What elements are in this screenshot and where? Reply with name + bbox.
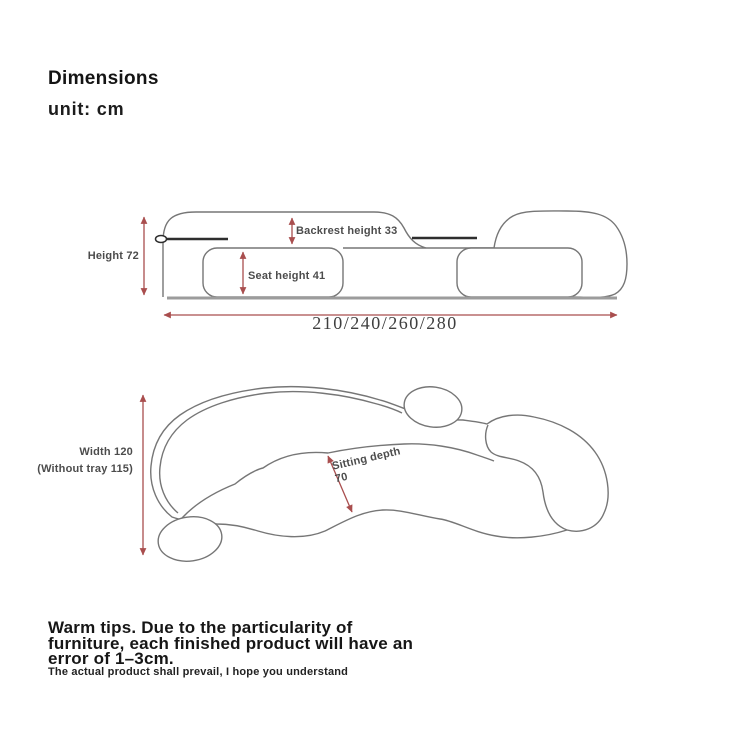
page-title: Dimensions (48, 68, 159, 89)
warm-tips-line-1: Warm tips. Due to the particularity of (48, 618, 353, 637)
height-72-label: Height 72 (87, 250, 139, 262)
sitting-depth-text: Sitting depth (331, 445, 402, 473)
disclaimer-text: The actual product shall prevail, I hope you understand (48, 666, 349, 678)
backrest-height-label: Backrest height 33 (296, 225, 398, 237)
warm-tips-text (48, 620, 413, 667)
warm-tips-line-2: furniture, each finished product will have an (48, 633, 414, 653)
length-options-label: 210/240/260/280 (312, 313, 458, 333)
side-right-seat-cushion (457, 248, 582, 297)
seat-height-label: Seat height 41 (248, 270, 326, 282)
unit-label: unit: cm (48, 99, 125, 119)
sitting-depth-value: 70 (333, 470, 349, 486)
width-label: Width 120 (79, 446, 133, 458)
warm-tips-line-3: error of 1–3cm. (48, 649, 174, 668)
sofa-side-view-drawing (156, 211, 628, 298)
width-without-tray-label: (Without tray 115) (37, 463, 133, 475)
side-left-tray-edge (156, 236, 167, 243)
